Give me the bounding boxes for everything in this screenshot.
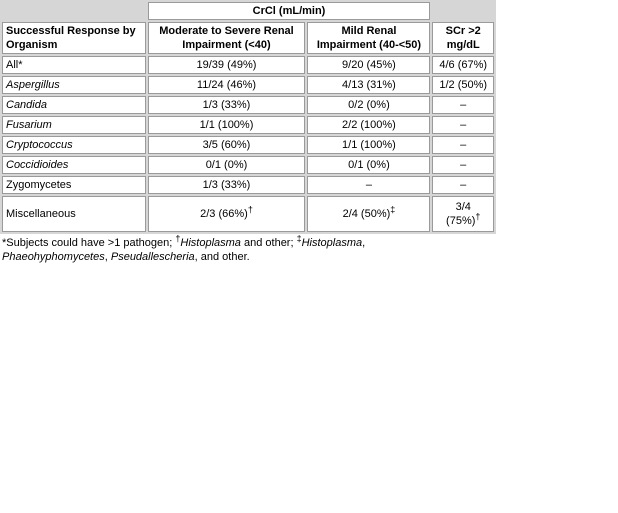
col-header-mild: Mild Renal Impairment (40-<50) [307, 22, 430, 54]
mild-cell: 2/2 (100%) [307, 116, 430, 134]
mild-cell: 1/1 (100%) [307, 136, 430, 154]
organism-cell: All* [2, 56, 146, 74]
column-header-row [2, 22, 494, 54]
scr-cell: – [432, 96, 494, 114]
table-footnote [2, 233, 472, 264]
scr-value-line1: 3/4 [455, 201, 471, 213]
table-row [2, 76, 494, 94]
footnote-text: , and other. [194, 251, 250, 263]
scr-cell [432, 196, 494, 232]
organism-cell: Miscellaneous [2, 196, 146, 232]
double-dagger-mark: ‡ [390, 204, 396, 215]
table-row [2, 156, 494, 174]
dagger-mark: † [475, 211, 481, 222]
table-row [2, 136, 494, 154]
moderate-cell: 1/3 (33%) [148, 96, 306, 114]
footnote-text: , [104, 251, 111, 263]
organism-cell: Candida [2, 96, 146, 114]
table-row [2, 96, 494, 114]
scr-cell: – [432, 116, 494, 134]
footnote-phaeohyphomycetes: Phaeohyphomycetes [2, 251, 105, 263]
scr-cell: – [432, 156, 494, 174]
moderate-value: 2/3 (66%) [200, 208, 248, 220]
scr-value-line2: (75%) [446, 215, 476, 227]
mild-cell: 0/1 (0%) [307, 156, 430, 174]
footnote-text: , [362, 237, 366, 249]
footnote-histoplasma: Histoplasma [180, 237, 241, 249]
mild-cell: 0/2 (0%) [307, 96, 430, 114]
dagger-mark: † [247, 204, 253, 215]
scr-cell: – [432, 136, 494, 154]
moderate-cell: 1/1 (100%) [148, 116, 306, 134]
scr-cell: 1/2 (50%) [432, 76, 494, 94]
header-blank-cell [432, 2, 494, 20]
table-row-miscellaneous [2, 196, 494, 232]
footnote-text: and other; [240, 237, 297, 249]
mild-cell [307, 196, 430, 232]
col-header-moderate: Moderate to Severe Renal Impairment (<40) [148, 22, 306, 54]
mild-cell: 9/20 (45%) [307, 56, 430, 74]
moderate-cell: 11/24 (46%) [148, 76, 306, 94]
crcl-group-header: CrCl (mL/min) [148, 2, 431, 20]
organism-cell: Fusarium [2, 116, 146, 134]
col-header-scr: SCr >2 mg/dL [432, 22, 494, 54]
mild-value: 2/4 (50%) [342, 208, 391, 220]
organism-cell: Zygomycetes [2, 176, 146, 194]
header-blank-cell [2, 2, 146, 20]
footnote-pseudallescheria: Pseudallescheria [110, 251, 195, 263]
organism-cell: Coccidioides [2, 156, 146, 174]
moderate-cell: 3/5 (60%) [148, 136, 306, 154]
moderate-cell [148, 196, 306, 232]
dagger-mark: † [175, 233, 181, 244]
table-row [2, 56, 494, 74]
organism-cell: Cryptococcus [2, 136, 146, 154]
table-row [2, 176, 494, 194]
scr-cell: – [432, 176, 494, 194]
moderate-cell: 0/1 (0%) [148, 156, 306, 174]
moderate-cell: 1/3 (33%) [148, 176, 306, 194]
response-by-organism-table [0, 0, 496, 234]
footnote-text: *Subjects could have >1 pathogen; [2, 237, 176, 249]
response-table-container [0, 0, 496, 264]
scr-cell: 4/6 (67%) [432, 56, 494, 74]
table-row [2, 116, 494, 134]
moderate-cell: 19/39 (49%) [148, 56, 306, 74]
col-header-organism: Successful Response by Organism [2, 22, 146, 54]
mild-cell: 4/13 (31%) [307, 76, 430, 94]
footnote-histoplasma: Histoplasma [301, 237, 363, 249]
double-dagger-mark: ‡ [296, 233, 302, 244]
mild-cell: – [307, 176, 430, 194]
organism-cell: Aspergillus [2, 76, 146, 94]
group-header-row [2, 2, 494, 20]
